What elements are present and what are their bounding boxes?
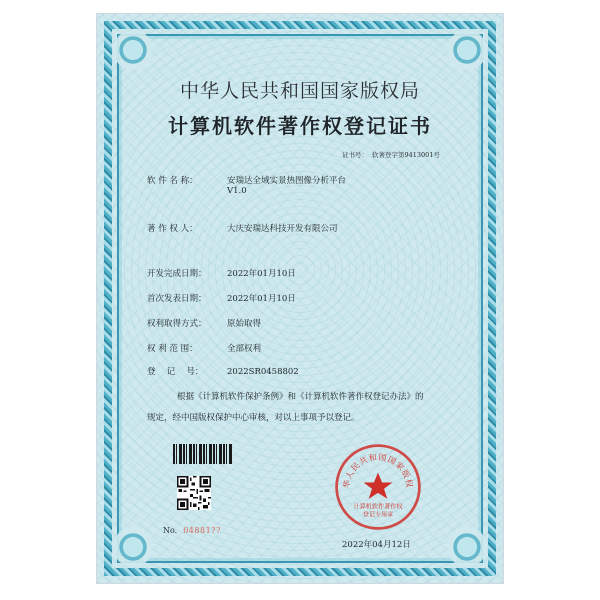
corner-ornament-icon (113, 30, 153, 70)
corner-ornament-icon (113, 527, 153, 567)
field-copyright-owner (147, 222, 338, 234)
issue-date: 2022年04月12日 (342, 540, 411, 550)
field-label: 登 记 号： (147, 367, 204, 377)
certificate-number-label: 证书号： (342, 151, 368, 159)
seal-inner-text-2: 登记专用章 (362, 511, 394, 519)
field-label: 首次发表日期： (147, 294, 207, 304)
field-rights-scope (147, 342, 261, 354)
field-first-publication-date (147, 292, 296, 304)
serial-label: No. (163, 526, 178, 535)
field-value: 安瑞达全域实景热图像分析平台 (227, 176, 347, 186)
field-label: 权利取得方式： (147, 319, 207, 329)
field-label: 权 利 范 围： (147, 344, 198, 354)
field-software-name (147, 174, 346, 186)
corner-ornament-icon (447, 30, 487, 70)
field-label: 著 作 权 人： (147, 224, 198, 234)
seal-inner-text-1: 计算机软件著作权 (353, 503, 403, 511)
certificate-number (342, 150, 444, 159)
serial-number (163, 526, 221, 535)
field-value: 2022年01月10日 (227, 269, 296, 279)
seal-outer-text: 华人民共和国国家版权 (340, 451, 416, 489)
certificate-title: 计算机软件著作权登记证书 (168, 114, 432, 138)
serial-value: 04881?? (183, 526, 221, 535)
issuing-authority: 中华人民共和国国家版权局 (179, 80, 420, 102)
official-seal (333, 442, 423, 532)
field-value-version: V1.0 (227, 186, 247, 196)
corner-ornament-icon (447, 527, 487, 567)
barcode-icon (173, 444, 233, 464)
field-value: 原始取得 (227, 319, 262, 329)
field-label: 软 件 名 称： (147, 176, 198, 186)
seal-star-icon (364, 473, 393, 499)
field-value: 全部权利 (227, 344, 262, 354)
certificate-sheet (97, 14, 503, 583)
field-label: 开发完成日期： (147, 269, 207, 279)
field-value: 大庆安瑞达科技开发有限公司 (227, 224, 338, 234)
svg-text:中华人民共和国国家版权局 (333, 442, 415, 489)
qr-code-icon (177, 476, 211, 510)
certificate-number-value: 软著登字第9413001号 (372, 151, 440, 159)
field-software-version (227, 186, 247, 196)
field-development-date (147, 267, 296, 279)
field-registration-number (147, 365, 299, 377)
field-value: 2022年01月10日 (227, 294, 296, 304)
legal-basis-paragraph: 根据《计算机软件保护条例》和《计算机软件著作权登记办法》的 (177, 392, 424, 402)
legal-basis-paragraph-continued: 规定，经中国版权保护中心审核，对以上事项予以登记。 (147, 413, 360, 423)
field-acquisition-method (147, 317, 261, 329)
field-value: 2022SR0458802 (227, 367, 299, 377)
